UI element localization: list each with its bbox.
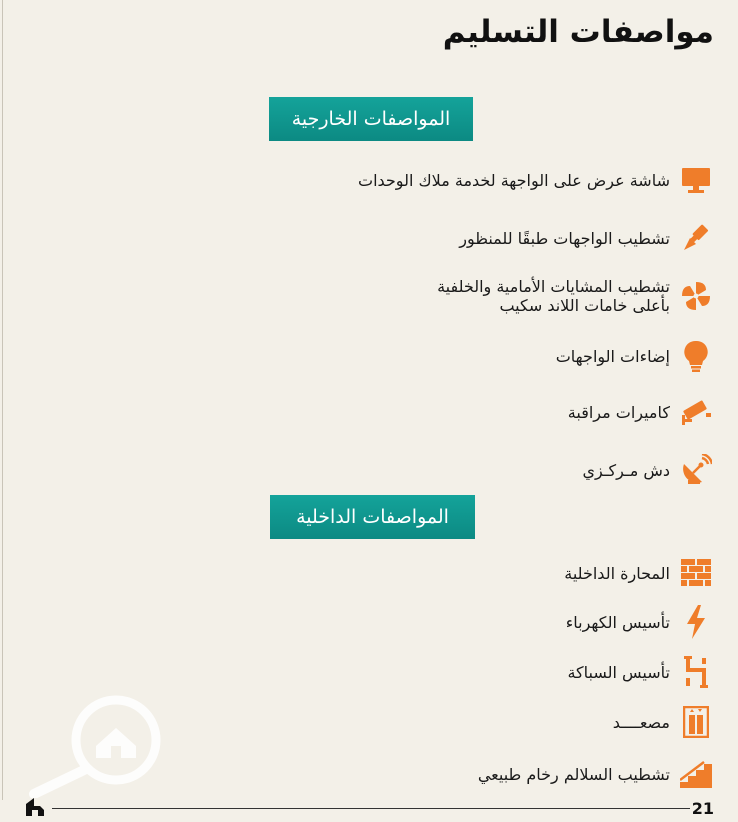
list-item bbox=[568, 396, 712, 428]
lightning-icon bbox=[680, 606, 712, 638]
elevator-icon bbox=[680, 706, 712, 738]
item-label: دش مـركـزي bbox=[582, 460, 670, 480]
list-item bbox=[478, 758, 712, 790]
footer-logo-icon bbox=[26, 798, 44, 820]
list-item bbox=[613, 706, 712, 738]
left-border bbox=[2, 0, 3, 800]
watermark-logo bbox=[26, 690, 162, 802]
list-item bbox=[564, 557, 712, 589]
section-banner-exterior bbox=[269, 97, 473, 141]
pipe-icon bbox=[680, 656, 712, 688]
list-item bbox=[459, 222, 712, 254]
security-camera-icon bbox=[680, 396, 712, 428]
item-label: شاشة عرض على الواجهة لخدمة ملاك الوحدات bbox=[358, 170, 670, 190]
paint-brush-icon bbox=[680, 222, 712, 254]
list-item bbox=[437, 277, 712, 315]
item-label: المحارة الداخلية bbox=[564, 563, 670, 583]
satellite-dish-icon bbox=[680, 454, 712, 486]
section-heading-exterior: المواصفات الخارجية bbox=[291, 108, 451, 130]
item-label: تشطيب السلالم رخام طبيعي bbox=[477, 764, 670, 784]
item-label: تأسيس السباكة bbox=[567, 662, 670, 682]
list-item bbox=[556, 340, 712, 372]
lightbulb-icon bbox=[680, 340, 712, 372]
section-heading-interior: المواصفات الداخلية bbox=[296, 506, 449, 528]
stairs-icon bbox=[680, 758, 712, 790]
brick-wall-icon bbox=[680, 557, 712, 589]
list-item bbox=[567, 656, 712, 688]
page-number: 21 bbox=[691, 799, 714, 818]
monitor-icon bbox=[680, 164, 712, 196]
list-item bbox=[583, 454, 712, 486]
item-label: تأسيس الكهرباء bbox=[565, 612, 670, 632]
item-label: كاميرات مراقبة bbox=[567, 402, 670, 422]
pinwheel-icon bbox=[680, 280, 712, 312]
item-label: تشطيب المشايات الأمامية والخلفية bbox=[437, 277, 670, 296]
item-label: تشطيب الواجهات طبقًا للمنظور bbox=[459, 228, 670, 248]
list-item bbox=[358, 164, 712, 196]
list-item bbox=[566, 606, 712, 638]
item-label-line-2: بأعلى خامات اللاند سكيب bbox=[499, 296, 670, 315]
section-banner-interior bbox=[270, 495, 475, 539]
page-title: مواصفات التسليم bbox=[442, 14, 714, 50]
item-label: مصعــــد bbox=[612, 712, 670, 732]
footer-divider bbox=[52, 808, 690, 809]
item-label: إضاءات الواجهات bbox=[555, 346, 670, 366]
